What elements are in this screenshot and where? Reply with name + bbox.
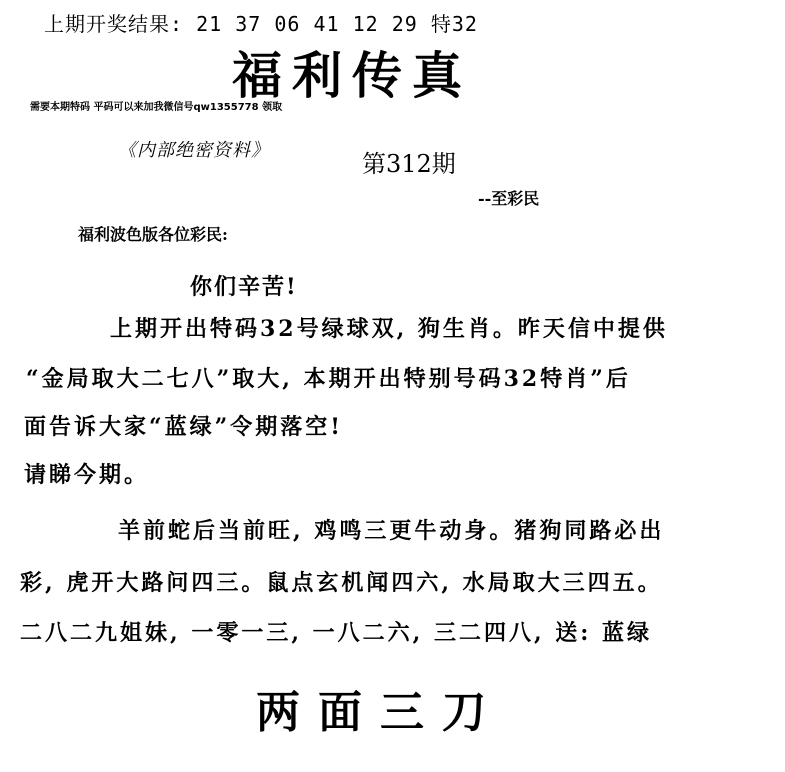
letter-line: 羊前蛇后当前旺, 鸡鸣三更牛动身。猪狗同路必出 xyxy=(118,518,665,544)
letter-line: 二八二九姐妹, 一零一三, 一八二六, 三二四八, 送: 蓝绿 xyxy=(20,620,653,646)
letter-line: 上期开出特码32号绿球双, 狗生肖。昨天信中提供 xyxy=(110,316,668,342)
addressee: --至彩民 xyxy=(478,189,540,208)
letter-line: “金局取大二七八”取大, 本期开出特别号码32特肖”后 xyxy=(26,366,631,392)
salutation: 福利波色版各位彩民: xyxy=(78,225,228,244)
letter-line: 彩, 虎开大路问四三。鼠点玄机闻四六, 水局取大三四五。 xyxy=(20,570,663,596)
closing-phrase: 两面三刀 xyxy=(256,687,504,738)
contact-note: 需要本期特码 平码可以来加我微信号qw1355778 领取 xyxy=(30,102,283,113)
internal-material-label: 《内部绝密资料》 xyxy=(118,140,270,161)
issue-number: 第312期 xyxy=(362,150,456,178)
page-title: 福利传真 xyxy=(232,46,472,105)
letter-line: 面告诉大家“蓝绿”令期落空! xyxy=(24,414,343,440)
letter-line: 请睇今期。 xyxy=(24,462,150,488)
greeting: 你们辛苦! xyxy=(190,274,298,300)
previous-draw-result: 上期开奖结果: 21 37 06 41 12 29 特32 xyxy=(44,12,478,36)
